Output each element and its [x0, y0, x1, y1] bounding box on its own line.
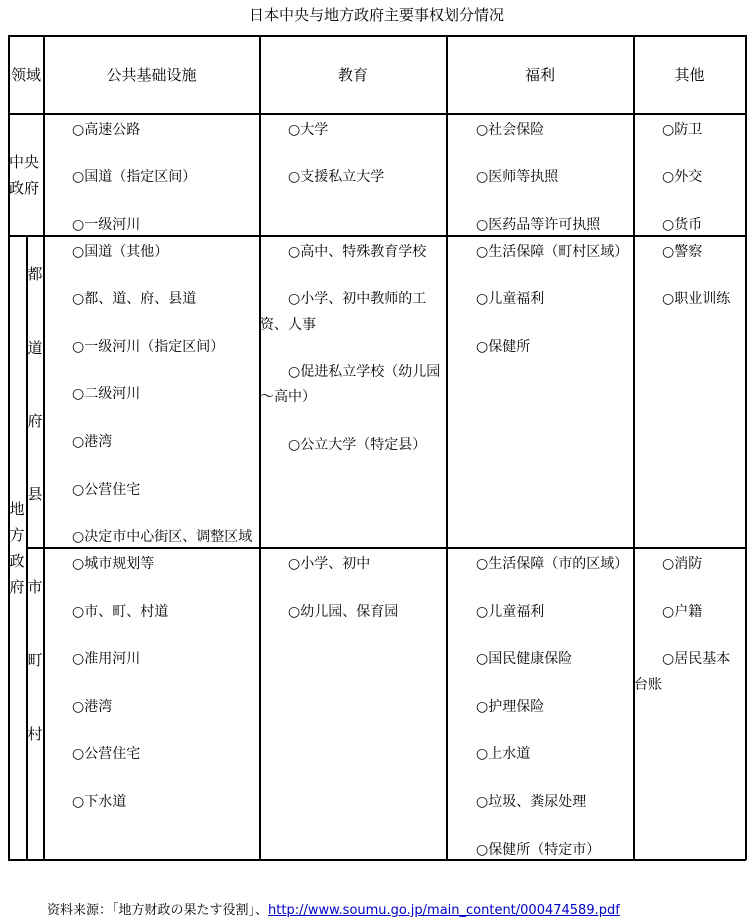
- header-divider: [8, 113, 746, 115]
- prefecture-other-item: ○职业训练: [662, 291, 731, 307]
- central-infra-item: ○一级河川: [72, 217, 141, 233]
- municipal-welfare-item: ○国民健康保险: [476, 651, 573, 667]
- central-label: 中央: [9, 153, 40, 171]
- municipal-infra-item: ○公营住宅: [72, 746, 141, 762]
- prefecture-edu-item-continued: 资、人事: [260, 317, 316, 333]
- table-border-bottom: [8, 859, 746, 861]
- education-column-divider: [446, 35, 448, 860]
- header-other: 其他: [674, 66, 705, 84]
- prefecture-label-char: 都: [27, 265, 43, 283]
- central-edu-item: ○支援私立大学: [288, 169, 385, 185]
- municipal-welfare-item: ○上水道: [476, 746, 531, 762]
- prefecture-welfare-item: ○生活保障（町村区域）: [476, 244, 629, 260]
- local-label-char: 方: [9, 526, 25, 544]
- municipal-edu-item: ○小学、初中: [288, 556, 371, 572]
- prefecture-edu-item: ○促进私立学校（幼儿园: [288, 364, 441, 380]
- prefecture-edu-item: ○小学、初中教师的工: [288, 291, 427, 307]
- prefecture-other-item: ○警察: [662, 244, 703, 260]
- central-welfare-item: ○社会保险: [476, 122, 545, 138]
- municipal-welfare-item: ○垃圾、粪尿处理: [476, 794, 587, 810]
- prefecture-divider: [26, 547, 746, 549]
- central-infra-item: ○国道（指定区间）: [72, 169, 197, 185]
- central-welfare-item: ○医师等执照: [476, 169, 559, 185]
- infrastructure-column-divider: [259, 35, 261, 860]
- prefecture-infra-item: ○国道（其他）: [72, 244, 169, 260]
- municipal-infra-item: ○港湾: [72, 699, 113, 715]
- municipal-label-char: 町: [27, 651, 43, 669]
- local-label-divider: [26, 235, 28, 860]
- prefecture-label-char: 县: [27, 485, 43, 503]
- header-education: 教育: [337, 66, 368, 84]
- local-label-char: 政: [9, 552, 25, 570]
- central-other-item: ○防卫: [662, 122, 703, 138]
- prefecture-label-char: 道: [27, 339, 43, 357]
- municipal-other-item: ○消防: [662, 556, 703, 572]
- prefecture-label-char: 府: [27, 412, 43, 430]
- municipal-other-item: ○户籍: [662, 604, 703, 620]
- municipal-infra-item: ○城市规划等: [72, 556, 155, 572]
- source-note: [47, 899, 620, 918]
- central-other-item: ○外交: [662, 169, 703, 185]
- header-welfare: 福利: [524, 66, 555, 84]
- header-infrastructure: 公共基础设施: [106, 66, 197, 84]
- prefecture-infra-item: ○一级河川（指定区间）: [72, 339, 225, 355]
- municipal-welfare-item: ○生活保障（市的区域）: [476, 556, 629, 572]
- table-border-right: [745, 35, 747, 860]
- source-label: 资料来源：「地方财政の果たす役割」、: [47, 903, 269, 918]
- municipal-edu-item: ○幼儿园、保育园: [288, 604, 399, 620]
- prefecture-infra-item: ○决定市中心街区、调整区域: [72, 529, 253, 545]
- header-domain: 领域: [10, 66, 41, 84]
- prefecture-welfare-item: ○儿童福利: [476, 291, 545, 307]
- central-label: 政府: [9, 179, 40, 197]
- municipal-welfare-item: ○儿童福利: [476, 604, 545, 620]
- local-label-char: 府: [9, 578, 25, 596]
- municipal-infra-item: ○准用河川: [72, 651, 141, 667]
- prefecture-edu-item: ○高中、特殊教育学校: [288, 244, 427, 260]
- prefecture-welfare-item: ○保健所: [476, 339, 531, 355]
- prefecture-edu-item-continued: ～高中）: [260, 389, 316, 405]
- central-divider: [8, 235, 746, 237]
- prefecture-infra-item: ○公营住宅: [72, 482, 141, 498]
- prefecture-edu-item: ○公立大学（特定县）: [288, 437, 427, 453]
- municipal-welfare-item: ○护理保险: [476, 699, 545, 715]
- prefecture-infra-item: ○都、道、府、县道: [72, 291, 197, 307]
- municipal-other-item-continued: 台账: [634, 677, 662, 693]
- central-welfare-item: ○医药品等许可执照: [476, 217, 601, 233]
- welfare-column-divider: [633, 35, 635, 860]
- municipal-label-char: 市: [27, 578, 43, 596]
- source-link[interactable]: http://www.soumu.go.jp/main_content/000474589.pdf: [268, 903, 620, 918]
- municipal-label-char: 村: [27, 725, 43, 743]
- page-title: 日本中央与地方政府主要事权划分情况: [248, 6, 504, 24]
- municipal-infra-item: ○市、町、村道: [72, 604, 169, 620]
- prefecture-infra-item: ○港湾: [72, 434, 113, 450]
- municipal-infra-item: ○下水道: [72, 794, 127, 810]
- central-edu-item: ○大学: [288, 122, 329, 138]
- local-label-char: 地: [9, 500, 25, 518]
- prefecture-infra-item: ○二级河川: [72, 386, 141, 402]
- central-other-item: ○货币: [662, 217, 703, 233]
- central-infra-item: ○高速公路: [72, 122, 141, 138]
- municipal-other-item: ○居民基本: [662, 651, 731, 667]
- municipal-welfare-item: ○保健所（特定市）: [476, 842, 601, 858]
